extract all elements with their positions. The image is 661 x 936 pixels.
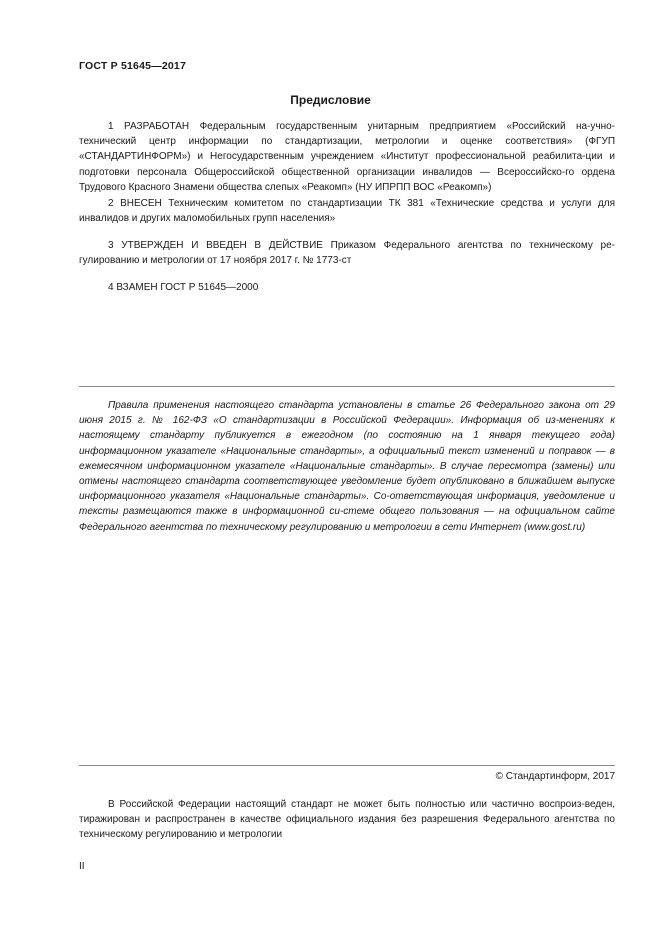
foreword-title: Предисловие xyxy=(290,93,371,107)
copyright-notice: © Стандартинформ, 2017 xyxy=(495,771,615,782)
document-code-header: ГОСТ Р 51645—2017 xyxy=(79,60,187,72)
foreword-item-4: 4 ВЗАМЕН ГОСТ Р 51645—2000 xyxy=(108,282,259,293)
reproduction-notice: В Российской Федерации настоящий стандарт не может быть полностью или частично воспроиз-веден, тиражирован и распространен в качестве официального издания без разрешения Федерального агентства по техническому регулированию и метрологии xyxy=(79,799,615,841)
section-divider-top xyxy=(79,386,615,387)
page-number: II xyxy=(79,861,85,872)
foreword-item-1: 1 РАЗРАБОТАН Федеральным государственным унитарным предприятием «Российский на-учно-технический центр информации по стандартизации, метрологии и оценке соответствия» (ФГУП «СТАНДАРТИНФОРМ») и Негосударственным учреждением «Институт профессиональной реабилита-ции и подготовки персонала Общероссийской общественной организации инвалидов — Всероссийско-го ордена Трудового Красного Знамени общества слепых «Реакомп» (НУ ИПРПП ВОС «Реакомп») xyxy=(79,121,615,193)
foreword-item-3: 3 УТВЕРЖДЕН И ВВЕДЕН В ДЕЙСТВИЕ Приказом Федерального агентства по техническому ре-гулированию и метрологии от 17 ноября 2017 г. № 1773-ст xyxy=(79,240,615,267)
foreword-item-2: 2 ВНЕСЕН Техническим комитетом по стандартизации ТК 381 «Технические средства и услуги для инвалидов и других маломобильных групп населения» xyxy=(79,198,615,225)
section-divider-bottom xyxy=(79,765,615,766)
rules-notice: Правила применения настоящего стандарта установлены в статье 26 Федерального закона от 29 июня 2015 г. № 162-ФЗ «О стандартизации в Российской Федерации». Информация об из-менениях к настоящему стандарту публикуется в ежегодном (по состоянию на 1 января текущего года) информационном указателе «Национальные стандарты», а официальный текст изменений и поправок — в ежемесячном информационном указателе «Национальные стандарты». В случае пересмотра (замены) или отмены настоящего стандарта соответствующее уведомление будет опубликовано в ближайшем выпуске информационного указателя «Национальные стандарты». Со-ответствующая информация, уведомление и тексты размещаются также в информационной си-стеме общего пользования — на официальном сайте Федерального агентства по техническому регулированию и метрологии в сети Интернет (www.gost.ru) xyxy=(79,400,615,533)
